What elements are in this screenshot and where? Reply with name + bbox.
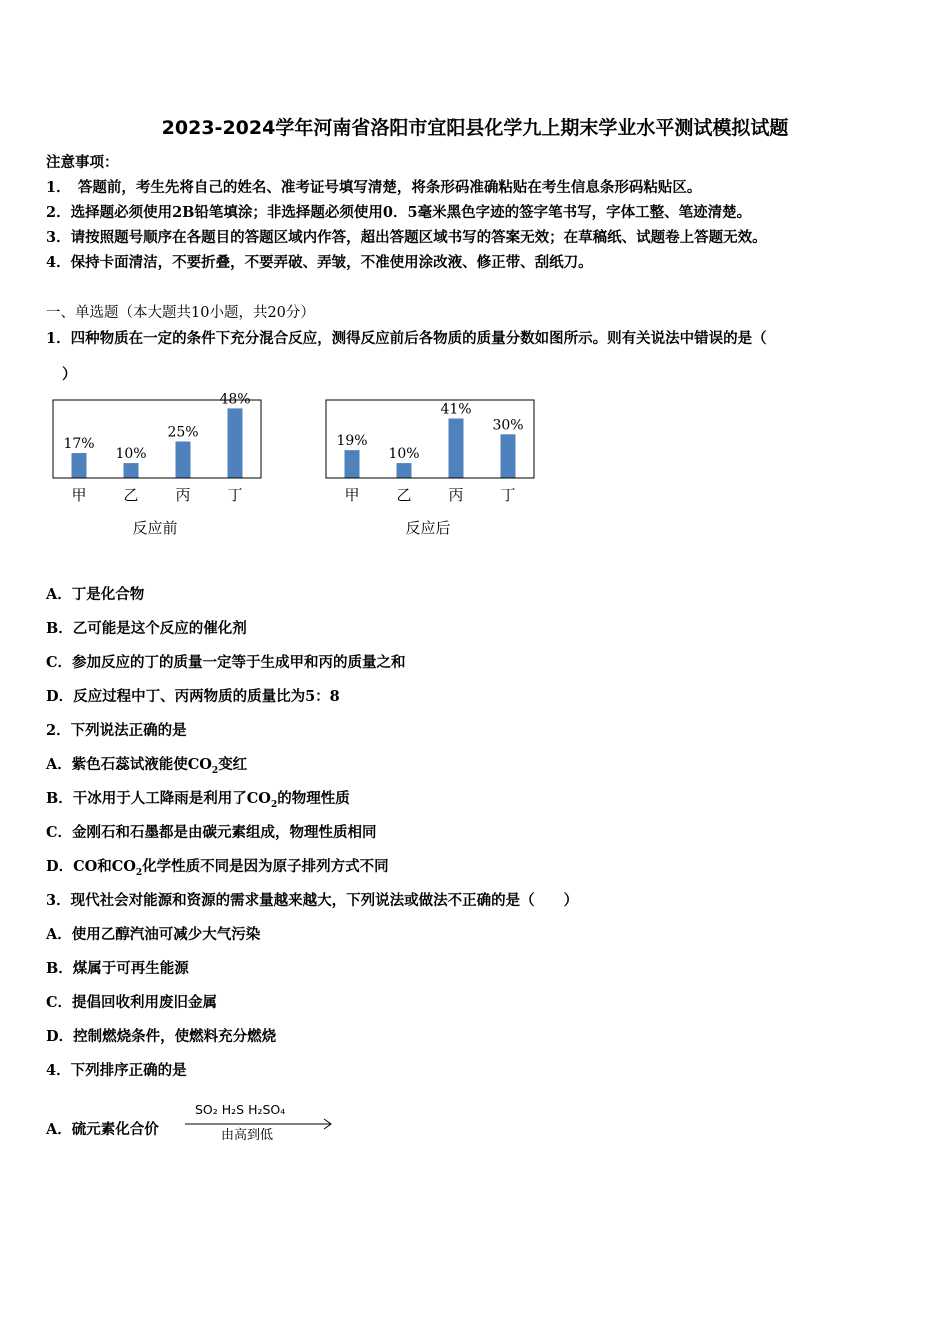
q2-option-a (46, 753, 247, 776)
data-label: 19% (336, 433, 368, 450)
category-label: 丙 (175, 486, 191, 504)
data-label: 41% (440, 401, 472, 418)
q1-option-c: C．参加反应的丁的质量一定等于生成甲和丙的质量之和 (46, 654, 406, 671)
chart-caption: 反应后 (405, 519, 451, 537)
question-2-stem: 2．下列说法正确的是 (46, 722, 187, 739)
q3-option-b: B．煤属于可再生能源 (46, 960, 189, 977)
data-label: 25% (167, 424, 199, 441)
question-1-stem-end: ） (62, 366, 77, 383)
q2-option-b (46, 787, 350, 810)
q2-option-d-text: D．CO和CO (46, 858, 136, 875)
category-label: 丁 (227, 486, 243, 504)
chart-before-reaction (50, 393, 266, 545)
question-1-stem: 1．四种物质在一定的条件下充分混合反应，测得反应前后各物质的质量分数如图所示。则有关说法中错误的是（ (46, 330, 767, 347)
category-label: 丙 (448, 486, 464, 504)
data-label: 30% (492, 417, 524, 434)
arrow-top-formulas: SO₂ H₂S H₂SO₄ (195, 1102, 286, 1117)
arrow-bottom-text: 由高到低 (221, 1128, 274, 1143)
page-title: 2023-2024学年河南省洛阳市宜阳县化学九上期末学业水平测试模拟试题 (161, 117, 789, 139)
q2-option-c-text: C．金刚石和石墨都是由碳元素组成，物理性质相同 (46, 824, 377, 841)
bar (345, 450, 360, 477)
category-label: 乙 (396, 486, 412, 504)
bar (72, 453, 87, 477)
q2-option-b-text: B．干冰用于人工降雨是利用了CO (46, 790, 271, 807)
q1-option-b: B．乙可能是这个反应的催化剂 (46, 620, 247, 637)
question-4-stem: 4．下列排序正确的是 (46, 1062, 187, 1079)
q3-option-c: C．提倡回收利用废旧金属 (46, 994, 218, 1011)
section-heading: 一、单选题（本大题共10小题，共20分） (46, 305, 315, 321)
bar (397, 463, 412, 477)
subscript: 2 (135, 867, 143, 878)
q3-option-a: A．使用乙醇汽油可减少大气污染 (46, 926, 261, 943)
data-label: 10% (115, 446, 147, 463)
notice-heading: 注意事项： (46, 154, 119, 171)
bar (449, 418, 464, 477)
chart-before-svg (50, 393, 266, 545)
data-label: 48% (219, 393, 251, 408)
q4-option-a: A．硫元素化合价 (46, 1121, 159, 1138)
category-label: 甲 (71, 486, 87, 504)
q2-option-d (46, 855, 389, 878)
bar (176, 442, 191, 478)
subscript: 2 (270, 799, 278, 810)
category-label: 甲 (344, 486, 360, 504)
chart-caption: 反应前 (132, 519, 178, 537)
bar (124, 463, 139, 477)
bar (228, 408, 243, 477)
q3-option-d: D．控制燃烧条件，使燃料充分燃烧 (46, 1028, 277, 1045)
q1-option-d: D．反应过程中丁、丙两物质的质量比为5：8 (46, 688, 340, 705)
q2-option-b-tail: 的物理性质 (277, 790, 350, 807)
sulfur-valence-arrow (185, 1100, 335, 1146)
q2-option-a-tail: 变红 (218, 756, 248, 773)
notice-item: 2．选择题必须使用2B铅笔填涂；非选择题必须使用0．5毫米黑色字迹的签字笔书写，字体工整、笔迹清楚。 (46, 204, 752, 221)
q1-option-a: A．丁是化合物 (46, 586, 145, 603)
category-label: 乙 (123, 486, 139, 504)
subscript: 2 (211, 765, 219, 776)
data-label: 10% (388, 446, 420, 463)
data-label: 17% (63, 436, 95, 453)
chart-after-svg (323, 393, 539, 545)
notice-item: 3．请按照题号顺序在各题目的答题区域内作答，超出答题区域书写的答案无效；在草稿纸、试题卷上答题无效。 (46, 229, 767, 246)
question-3-stem: 3．现代社会对能源和资源的需求量越来越大，下列说法或做法不正确的是（ ） (46, 892, 579, 909)
category-label: 丁 (500, 486, 516, 504)
chart-after-reaction (323, 393, 539, 545)
notice-item: 1． 答题前，考生先将自己的姓名、准考证号填写清楚，将条形码准确粘贴在考生信息条形码粘贴区。 (46, 179, 702, 196)
bar (501, 434, 516, 477)
q2-option-d-tail: 化学性质不同是因为原子排列方式不同 (142, 858, 389, 875)
notice-item: 4．保持卡面清洁，不要折叠，不要弄破、弄皱，不准使用涂改液、修正带、刮纸刀。 (46, 254, 593, 271)
q2-option-a-text: A．紫色石蕊试液能使CO (46, 756, 212, 773)
q2-option-c (46, 821, 377, 842)
